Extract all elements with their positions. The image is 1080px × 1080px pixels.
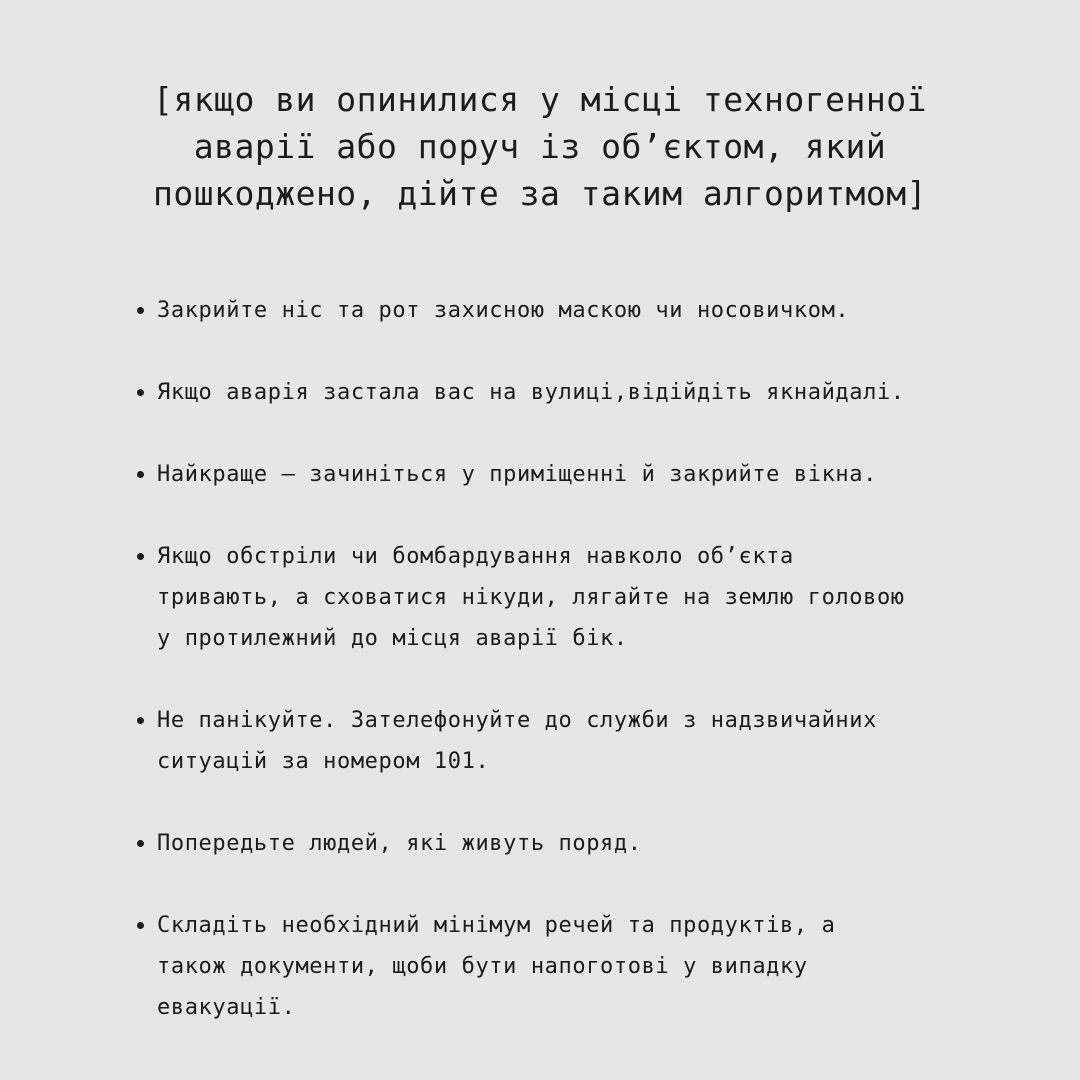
list-item <box>157 700 1037 782</box>
bullet-icon <box>137 553 144 560</box>
list-item <box>157 905 1037 1028</box>
list-item-text: Якщо обстріли чи бомбардування навколо об’єкта <box>157 544 794 569</box>
bullet-icon <box>137 717 144 724</box>
list-item <box>157 372 1037 413</box>
bullet-icon <box>137 922 144 929</box>
list-item-text: тривають, а сховатися нікуди, лягайте на землю головою <box>157 585 905 610</box>
list-item <box>157 536 1037 659</box>
list-item <box>157 290 1037 331</box>
list-item-text: також документи, щоби бути напоготові у випадку <box>157 954 808 979</box>
list-item-text: Не панікуйте. Зателефонуйте до служби з надзвичайних <box>157 708 877 733</box>
title-line: пошкоджено, дійте за таким алгоритмом] <box>153 174 927 213</box>
page-title <box>60 76 1020 217</box>
title-line: аварії або поруч із об’єктом, який <box>193 127 887 166</box>
list-item-text: у протилежний до місця аварії бік. <box>157 626 628 651</box>
list-item-text: Складіть необхідний мінімум речей та продуктів, а <box>157 913 836 938</box>
bullet-icon <box>137 389 144 396</box>
list-item <box>157 454 1037 495</box>
list-item-text: Якщо аварія застала вас на вулиці,відійдіть якнайдалі. <box>157 380 905 405</box>
bullet-icon <box>137 307 144 314</box>
list-item-text: Найкраще – зачиніться у приміщенні й закрийте вікна. <box>157 462 877 487</box>
bullet-icon <box>137 840 144 847</box>
title-line: [якщо ви опинилися у місці техногенної <box>153 80 927 119</box>
list-item-text: Попередьте людей, які живуть поряд. <box>157 831 642 856</box>
bullet-icon <box>137 471 144 478</box>
list-item <box>157 823 1037 864</box>
list-item-text: Закрийте ніс та рот захисною маскою чи носовичком. <box>157 298 850 323</box>
list-item-text: евакуації. <box>157 995 296 1020</box>
list-item-text: ситуацій за номером 101. <box>157 749 490 774</box>
